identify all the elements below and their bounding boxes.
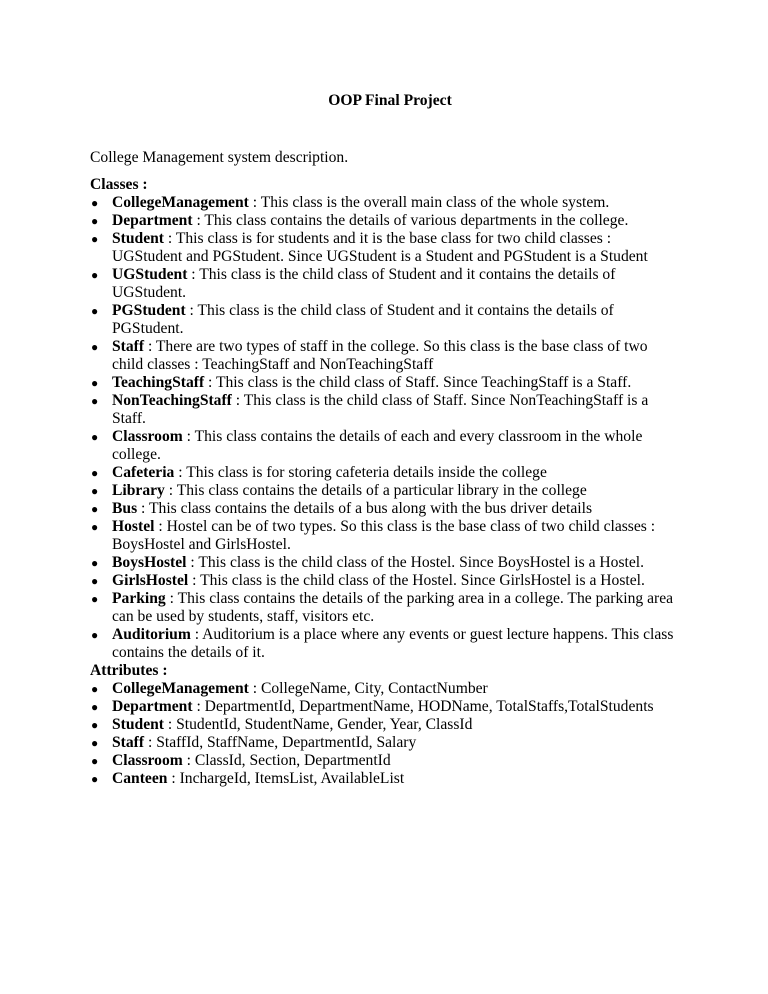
class-description: : This class is for storing cafeteria details inside the college	[174, 464, 547, 481]
class-name: GirlsHostel	[112, 572, 189, 589]
class-item	[90, 374, 682, 392]
class-description: : This class contains the details of each and every classroom in the whole college.	[112, 428, 643, 463]
bullet-icon: ●	[91, 304, 99, 318]
bullet-icon: ●	[91, 268, 99, 282]
class-name: Auditorium	[112, 626, 191, 643]
class-description: : This class contains the details of a bus along with the bus driver details	[137, 500, 593, 517]
attribute-name: Canteen	[112, 770, 168, 787]
class-name: PGStudent	[112, 302, 186, 319]
class-name: UGStudent	[112, 266, 188, 283]
attribute-name: Staff	[112, 734, 145, 751]
class-item	[90, 482, 682, 500]
attribute-item	[90, 770, 682, 788]
class-item	[90, 554, 682, 572]
bullet-icon: ●	[91, 682, 99, 696]
attribute-name: Student	[112, 716, 164, 733]
class-item	[90, 266, 682, 302]
class-item	[90, 626, 682, 662]
class-description: : This class is the child class of Staff. Since NonTeachingStaff is a Staff.	[112, 392, 649, 427]
class-item	[90, 428, 682, 464]
class-item	[90, 338, 682, 374]
bullet-icon: ●	[91, 736, 99, 750]
class-name: Cafeteria	[112, 464, 175, 481]
class-description: : This class is for students and it is the base class for two child classes : UGStudent and PGStudent. Since UGStudent is a Student and PGStudent is a Student	[112, 230, 648, 265]
class-name: CollegeManagement	[112, 194, 249, 211]
class-item	[90, 392, 682, 428]
bullet-icon: ●	[91, 394, 99, 408]
bullet-icon: ●	[91, 340, 99, 354]
class-name: Library	[112, 482, 165, 499]
bullet-icon: ●	[91, 628, 99, 642]
attribute-name: Classroom	[112, 752, 183, 769]
attribute-description: : CollegeName, City, ContactNumber	[248, 680, 488, 697]
attribute-description: : InchargeId, ItemsList, AvailableList	[167, 770, 405, 787]
class-description: : This class contains the details of various departments in the college.	[192, 212, 629, 229]
bullet-icon: ●	[91, 466, 99, 480]
bullet-icon: ●	[91, 502, 99, 516]
class-name: Staff	[112, 338, 145, 355]
class-name: TeachingStaff	[112, 374, 205, 391]
attribute-item	[90, 752, 682, 770]
class-name: Hostel	[112, 518, 155, 535]
class-description: : There are two types of staff in the college. So this class is the base class of two child classes : TeachingStaff and NonTeachingStaff	[112, 338, 648, 373]
class-description: : This class is the child class of Staff. Since TeachingStaff is a Staff.	[204, 374, 632, 391]
attribute-item	[90, 680, 682, 698]
bullet-icon: ●	[91, 196, 99, 210]
bullet-icon: ●	[91, 232, 99, 246]
class-item	[90, 302, 682, 338]
class-description: : This class contains the details of the parking area in a college. The parking area can be used by students, staff, visitors etc.	[112, 590, 674, 625]
bullet-icon: ●	[91, 430, 99, 444]
class-item	[90, 464, 682, 482]
class-name: Parking	[112, 590, 166, 607]
class-item	[90, 518, 682, 554]
bullet-icon: ●	[91, 556, 99, 570]
class-item	[90, 194, 682, 212]
bullet-icon: ●	[91, 520, 99, 534]
class-description: : This class is the overall main class of the whole system.	[248, 194, 610, 211]
classes-heading: Classes :	[90, 176, 148, 193]
intro-text: College Management system description.	[90, 149, 349, 166]
class-name: BoysHostel	[112, 554, 187, 571]
bullet-icon: ●	[91, 484, 99, 498]
class-item	[90, 590, 682, 626]
attribute-name: Department	[112, 698, 193, 715]
bullet-icon: ●	[91, 574, 99, 588]
attribute-item	[90, 698, 682, 716]
bullet-icon: ●	[91, 718, 99, 732]
class-name: NonTeachingStaff	[112, 392, 232, 409]
class-description: : This class is the child class of Student and it contains the details of UGStudent.	[112, 266, 616, 301]
bullet-icon: ●	[91, 772, 99, 786]
class-name: Student	[112, 230, 164, 247]
bullet-icon: ●	[91, 700, 99, 714]
class-item	[90, 212, 682, 230]
attributes-list	[90, 680, 690, 788]
attribute-item	[90, 716, 682, 734]
attribute-description: : ClassId, Section, DepartmentId	[182, 752, 391, 769]
classes-list	[90, 194, 690, 662]
class-item	[90, 572, 682, 590]
bullet-icon: ●	[91, 214, 99, 228]
bullet-icon: ●	[91, 592, 99, 606]
class-description: : This class contains the details of a particular library in the college	[164, 482, 587, 499]
class-description: : This class is the child class of Student and it contains the details of PGStudent.	[112, 302, 614, 337]
class-name: Classroom	[112, 428, 183, 445]
class-item	[90, 500, 682, 518]
bullet-icon: ●	[91, 376, 99, 390]
class-description: : This class is the child class of the Hostel. Since BoysHostel is a Hostel.	[186, 554, 645, 571]
attribute-description: : DepartmentId, DepartmentName, HODName, TotalStaffs,TotalStudents	[192, 698, 654, 715]
attribute-description: : StaffId, StaffName, DepartmentId, Salary	[144, 734, 417, 751]
class-description: : Auditorium is a place where any events or guest lecture happens. This class contains the details of it.	[112, 626, 674, 661]
class-item	[90, 230, 682, 266]
attributes-heading: Attributes :	[90, 662, 168, 679]
document-title: OOP Final Project	[328, 92, 452, 109]
attribute-item	[90, 734, 682, 752]
document-page	[90, 89, 690, 788]
class-description: : This class is the child class of the Hostel. Since GirlsHostel is a Hostel.	[188, 572, 645, 589]
attribute-name: CollegeManagement	[112, 680, 249, 697]
class-description: : Hostel can be of two types. So this class is the base class of two child classes : BoysHostel and GirlsHostel.	[112, 518, 656, 553]
bullet-icon: ●	[91, 754, 99, 768]
class-name: Bus	[112, 500, 138, 517]
class-name: Department	[112, 212, 193, 229]
attribute-description: : StudentId, StudentName, Gender, Year, ClassId	[164, 716, 473, 733]
